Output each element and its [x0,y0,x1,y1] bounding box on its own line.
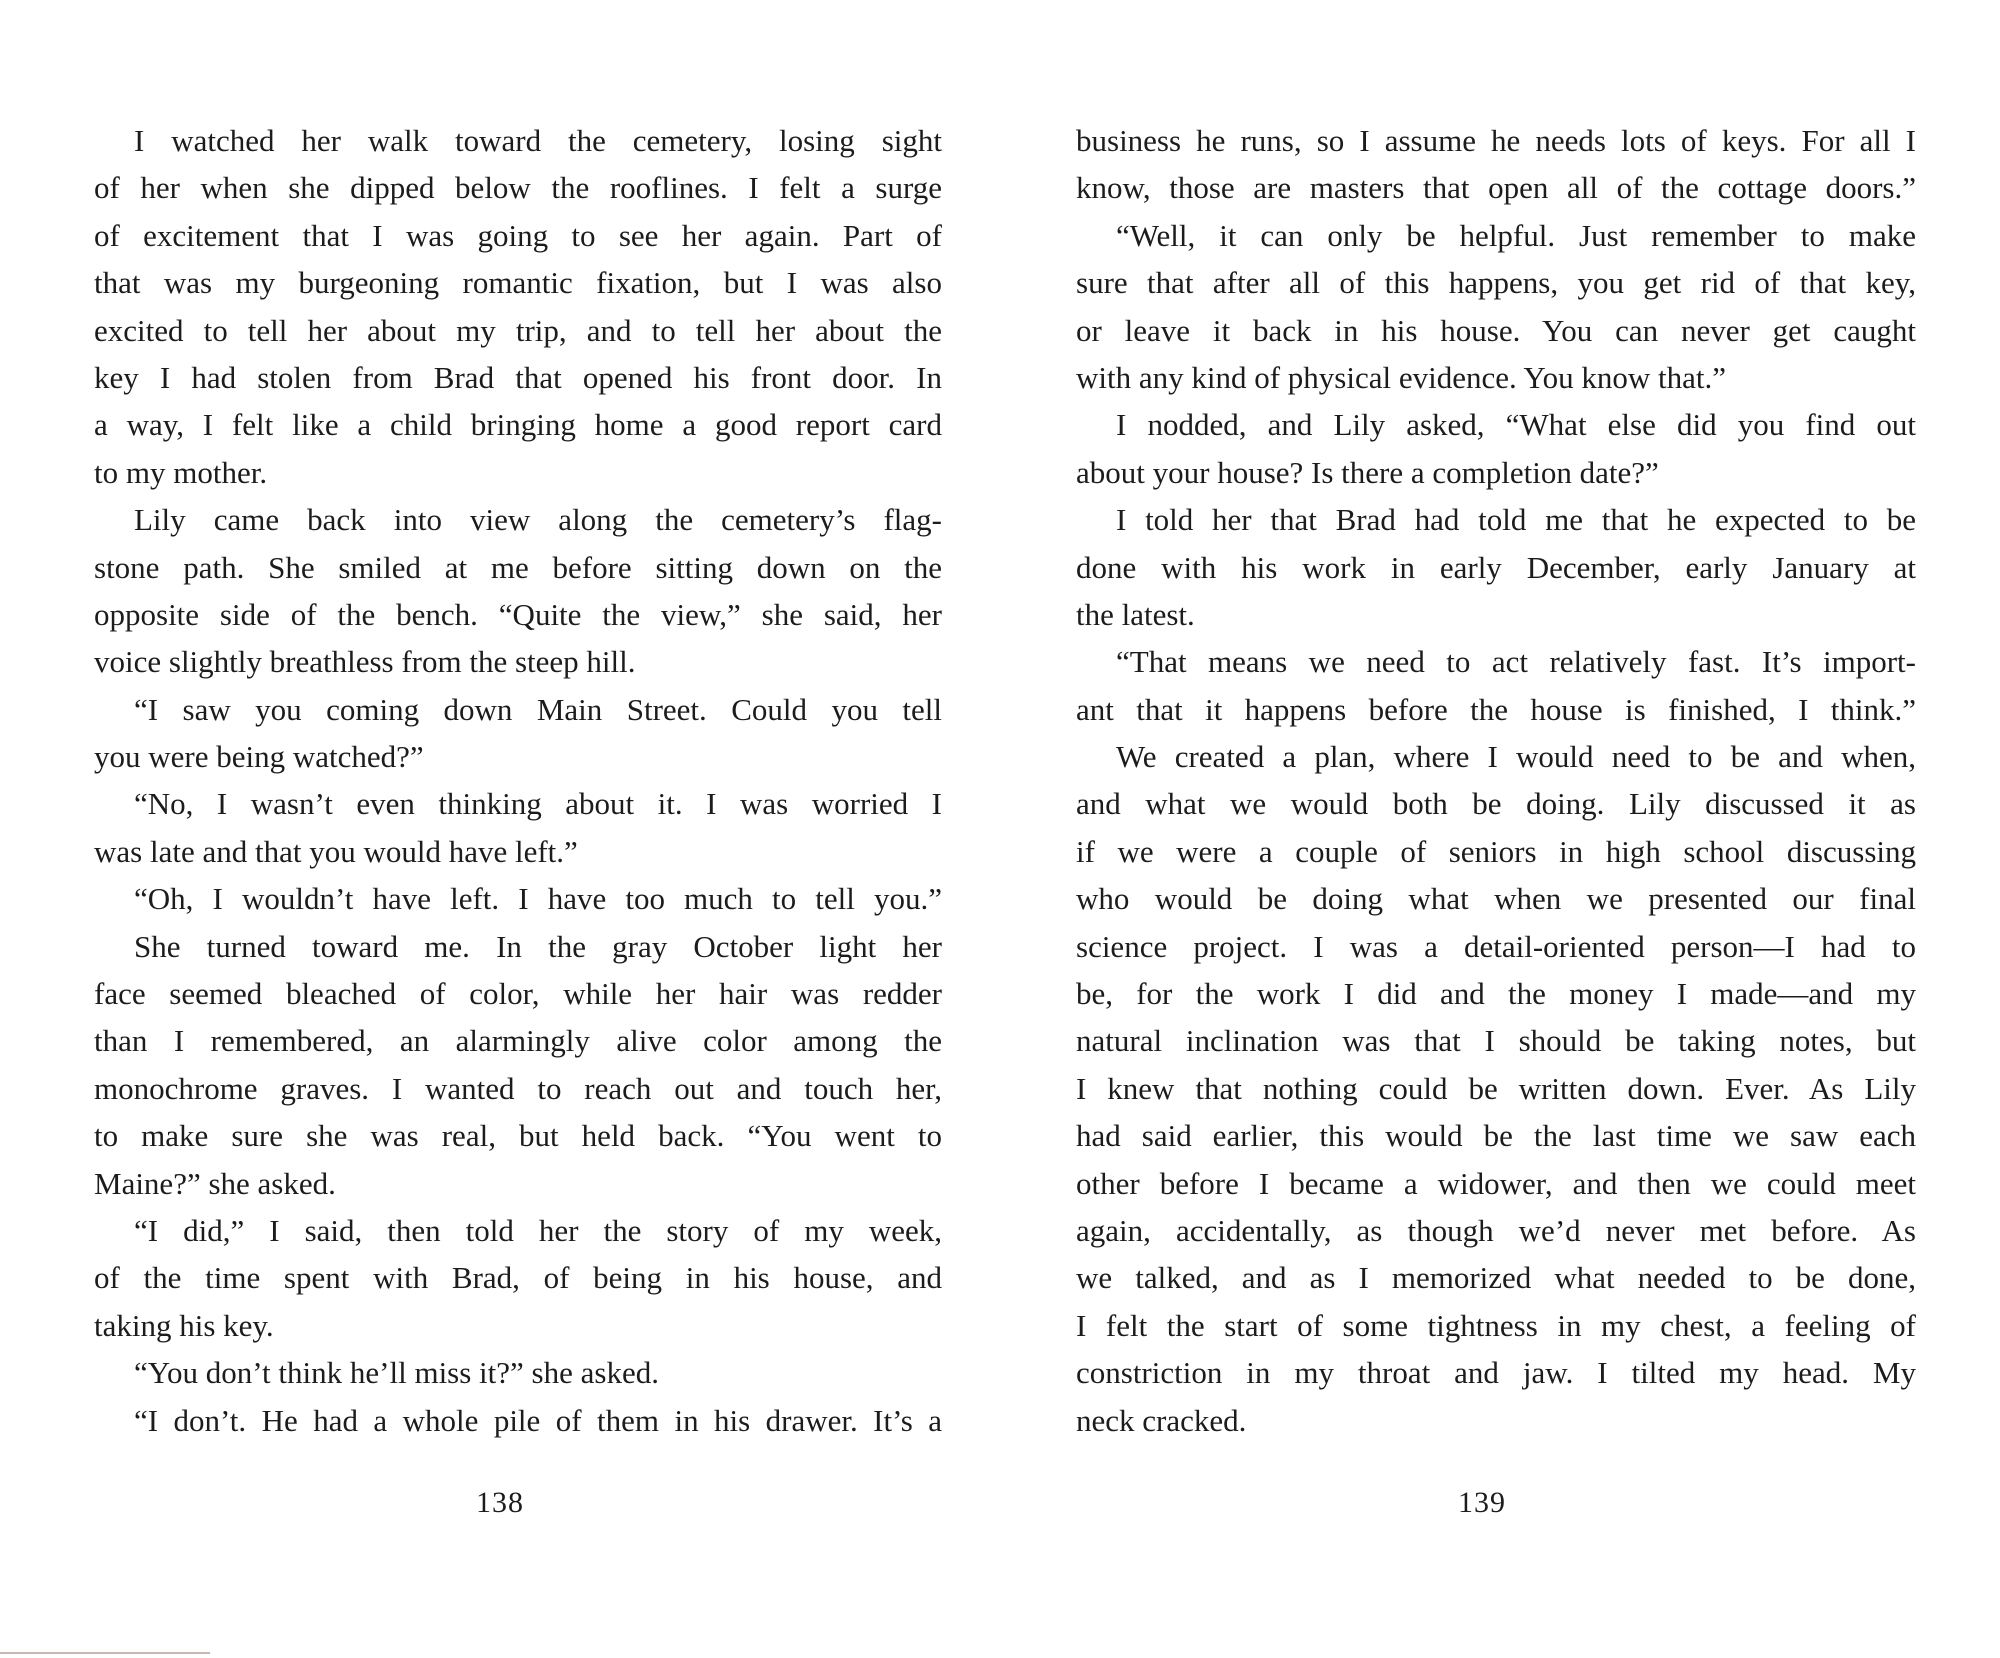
text-line: the latest. [1076,596,1195,632]
text-line: key I had stolen from Brad that opened his front door. In [94,359,942,395]
text-line: to my mother. [94,454,268,490]
text-line: about your house? Is there a completion date?” [1076,454,1659,490]
text-line: “I don’t. He had a whole pile of them in his drawer. It’s a [134,1402,942,1438]
text-line: done with his work in early December, early January at [1076,549,1916,585]
text-line: face seemed bleached of color, while her hair was redder [94,976,942,1012]
text-line: We created a plan, where I would need to be and when, [1116,739,1916,775]
right-page-text [1076,117,1916,1444]
page-edge-line [0,1652,210,1654]
text-line: I knew that nothing could be written down. Ever. As Lily [1076,1070,1916,1106]
text-line: a way, I felt like a child bringing home a good report card [94,407,942,443]
text-line: stone path. She smiled at me before sitting down on the [94,549,942,585]
text-line: we talked, and as I memorized what needed to be done, [1076,1260,1916,1296]
text-line: monochrome graves. I wanted to reach out and touch her, [94,1070,942,1106]
text-line: of her when she dipped below the rooflines. I felt a surge [94,170,942,206]
left-page-number: 138 [476,1486,524,1519]
text-line: of excitement that I was going to see her again. Part of [94,217,942,253]
text-line: business he runs, so I assume he needs lots of keys. For all I [1076,123,1916,158]
text-line: that was my burgeoning romantic fixation, but I was also [94,265,942,301]
text-line: to make sure she was real, but held back. “You went to [94,1118,942,1154]
text-line: know, those are masters that open all of the cottage doors.” [1076,170,1916,206]
text-line: ant that it happens before the house is finished, I think.” [1076,691,1916,727]
text-line: natural inclination was that I should be taking notes, but [1076,1023,1916,1059]
text-line: “That means we need to act relatively fast. It’s import- [1116,644,1916,680]
left-page-text [94,117,942,1444]
text-line: I felt the start of some tightness in my chest, a feeling of [1076,1307,1916,1343]
text-line: “You don’t think he’ll miss it?” she asked. [134,1355,659,1391]
text-line: “I saw you coming down Main Street. Could you tell [134,691,942,727]
text-line: with any kind of physical evidence. You know that.” [1076,359,1727,395]
right-page [1000,0,2000,1658]
right-page-number: 139 [1458,1486,1506,1519]
text-line: I told her that Brad had told me that he expected to be [1116,502,1916,538]
text-line: science project. I was a detail-oriented person—I had to [1076,928,1916,964]
text-line: I watched her walk toward the cemetery, losing sight [134,123,942,158]
text-line: was late and that you would have left.” [94,833,578,869]
text-line: “Well, it can only be helpful. Just remember to make [1116,217,1916,253]
text-line: you were being watched?” [94,739,424,775]
text-line: “I did,” I said, then told her the story of my week, [134,1212,942,1248]
text-line: I nodded, and Lily asked, “What else did you find out [1116,407,1916,443]
text-line: Lily came back into view along the cemetery’s flag- [134,502,942,538]
text-line: if we were a couple of seniors in high school discussing [1076,833,1916,869]
text-line: other before I became a widower, and then we could meet [1076,1165,1916,1201]
text-line: “No, I wasn’t even thinking about it. I was worried I [134,786,942,822]
text-line: opposite side of the bench. “Quite the view,” she said, her [94,596,942,632]
text-line: than I remembered, an alarmingly alive color among the [94,1023,942,1059]
text-line: taking his key. [94,1307,274,1343]
text-line: of the time spent with Brad, of being in his house, and [94,1260,942,1296]
text-line: or leave it back in his house. You can never get caught [1076,312,1916,348]
text-line: and what we would both be doing. Lily discussed it as [1076,786,1916,822]
text-line: be, for the work I did and the money I made—and my [1076,976,1916,1012]
text-line: “Oh, I wouldn’t have left. I have too much to tell you.” [134,881,942,917]
text-line: voice slightly breathless from the steep hill. [94,644,636,680]
text-line: who would be doing what when we presented our final [1076,881,1916,917]
text-line: Maine?” she asked. [94,1165,336,1201]
text-line: again, accidentally, as though we’d never met before. As [1076,1212,1916,1248]
text-line: constriction in my throat and jaw. I tilted my head. My [1076,1355,1916,1391]
text-line: sure that after all of this happens, you get rid of that key, [1076,265,1916,301]
text-line: neck cracked. [1076,1402,1247,1438]
text-line: had said earlier, this would be the last time we saw each [1076,1118,1916,1154]
text-line: excited to tell her about my trip, and to tell her about the [94,312,942,348]
text-line: She turned toward me. In the gray October light her [134,928,942,964]
